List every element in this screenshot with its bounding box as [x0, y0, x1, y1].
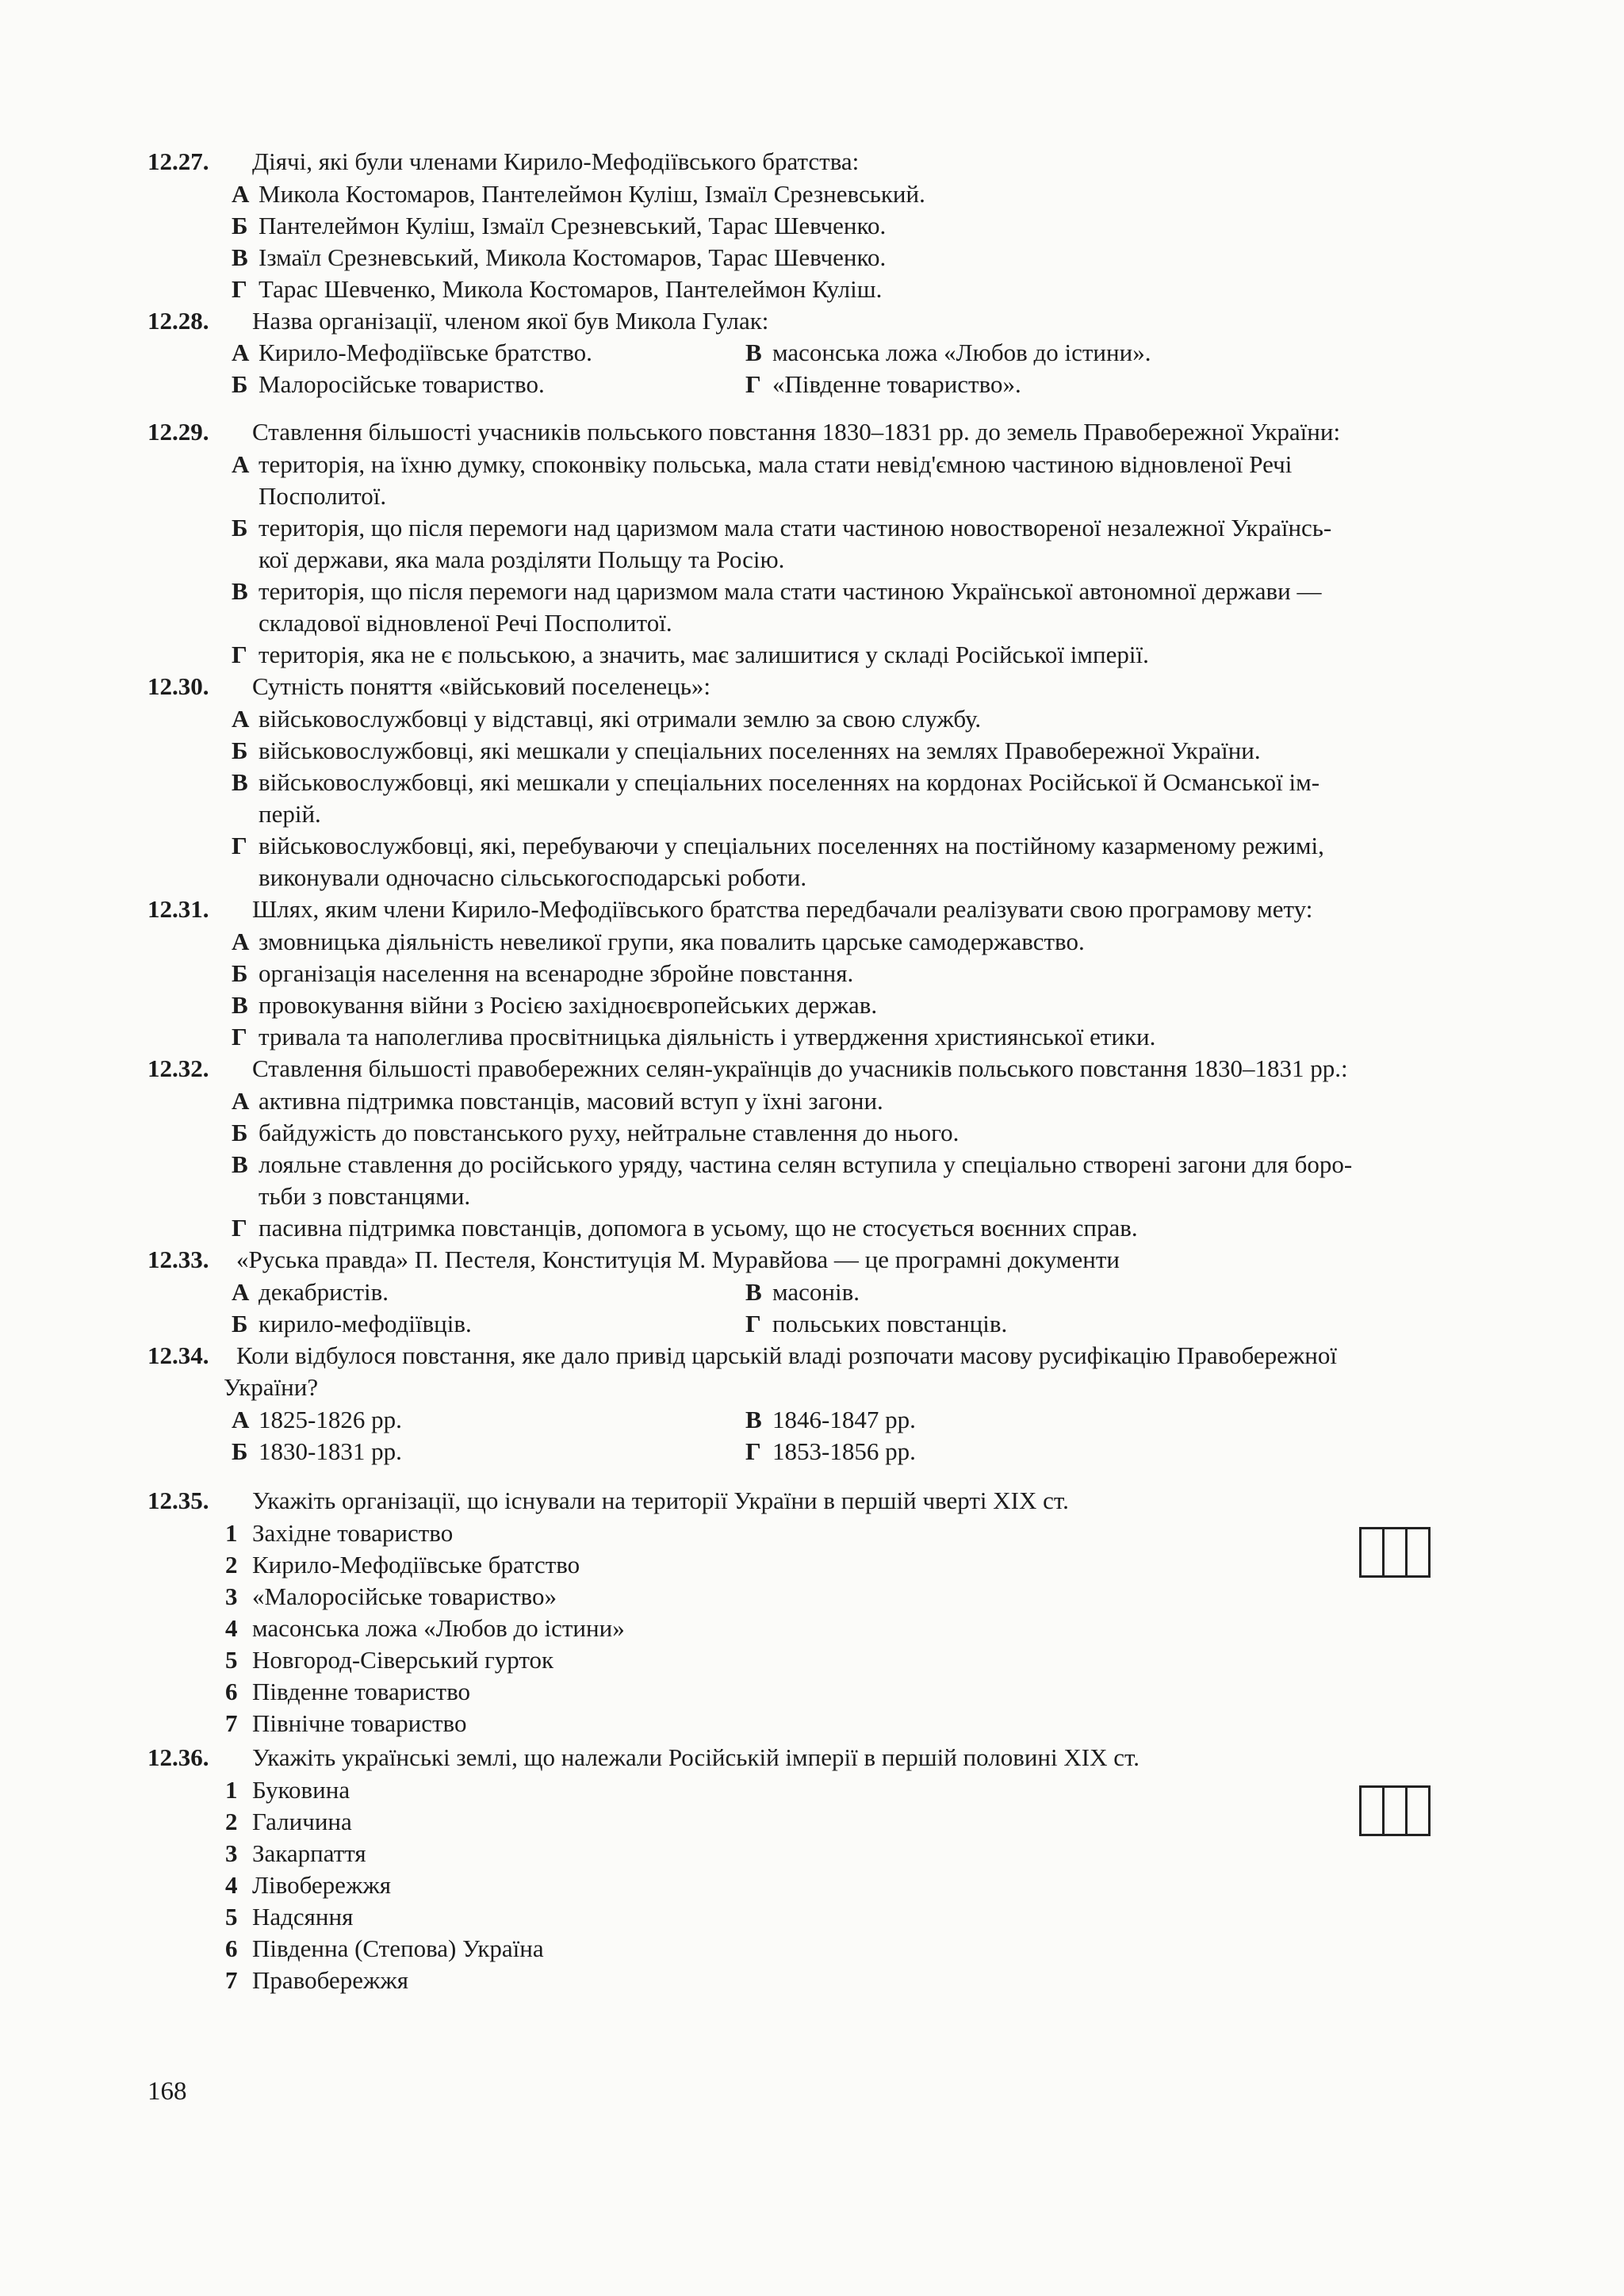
option-letter: Б	[232, 514, 248, 541]
option-letter: А	[232, 928, 250, 955]
list-item	[225, 1901, 353, 1933]
answer-option	[232, 242, 886, 274]
option-letter: Г	[232, 1023, 247, 1050]
option-letter: В	[745, 1406, 762, 1433]
item-text: масонська ложа «Любов до істини»	[252, 1614, 625, 1642]
option-letter: А	[232, 180, 250, 208]
item-number: 2	[225, 1808, 238, 1835]
question-number: 12.30.	[147, 672, 209, 700]
option-text: військовослужбовці, які, перебуваючи у спеціальних поселеннях на постійному казарменому режимі,	[259, 832, 1324, 859]
answer-option	[232, 639, 1149, 671]
answer-option	[232, 1149, 1352, 1181]
option-text-continuation: виконували одночасно сільськогосподарські роботи.	[259, 863, 807, 891]
option-text: 1825-1826 рр.	[259, 1406, 402, 1433]
option-text: провокування війни з Росією західноєвропейських держав.	[259, 991, 878, 1019]
question-text: Коли відбулося повстання, яке дало привід царській владі розпочати масову русифікацію Правобережної	[236, 1341, 1338, 1369]
answer-option	[232, 830, 1324, 862]
answer-option	[232, 1021, 1155, 1053]
item-number: 4	[225, 1614, 238, 1642]
option-letter: Б	[232, 737, 248, 764]
option-text: Малоросійське товариство.	[259, 370, 545, 398]
question-number: 12.35.	[147, 1487, 209, 1514]
item-number: 5	[225, 1903, 238, 1931]
list-item	[225, 1869, 391, 1901]
list-item	[225, 1549, 580, 1581]
option-letter: В	[745, 339, 762, 366]
answer-option	[232, 337, 592, 369]
question-number: 12.33.	[147, 1246, 209, 1273]
option-text: військовослужбовці, які мешкали у спеціальних поселеннях на землях Правобережної України.	[259, 737, 1261, 764]
item-number: 6	[225, 1934, 238, 1962]
option-letter: В	[232, 991, 248, 1019]
list-item	[225, 1676, 470, 1708]
answer-option	[232, 178, 925, 210]
option-text-continuation: кої держави, яка мала розділяти Польщу та Росію.	[259, 545, 785, 573]
option-text: військовослужбовці у відставці, які отримали землю за свою службу.	[259, 705, 982, 733]
item-number: 1	[225, 1519, 238, 1547]
answer-option	[232, 767, 1320, 798]
answer-option	[232, 274, 882, 305]
option-text: Микола Костомаров, Пантелеймон Куліш, Ізмаїл Срезневський.	[259, 180, 925, 208]
answer-option	[232, 958, 853, 989]
question-text: Назва організації, членом якої був Микола Гулак:	[252, 307, 769, 335]
option-letter: Б	[232, 1310, 248, 1337]
option-text: активна підтримка повстанців, масовий вступ у їхні загони.	[259, 1087, 883, 1115]
item-text: Кирило-Мефодіївське братство	[252, 1551, 580, 1578]
answer-option	[232, 576, 1321, 607]
question-text: Ставлення більшості правобережних селян-українців до учасників польського повстання 1830–1831 рр.:	[252, 1054, 1348, 1082]
answer-option	[232, 369, 545, 400]
option-text: 1846-1847 рр.	[772, 1406, 916, 1433]
answer-boxes[interactable]	[1359, 1527, 1428, 1578]
option-text: територія, що після перемоги над царизмом мала стати частиною новоствореної незалежної Українсь-	[259, 514, 1332, 541]
option-text: декабристів.	[259, 1278, 389, 1306]
question-text: Сутність поняття «військовий поселенець»:	[252, 672, 710, 700]
question-number: 12.29.	[147, 418, 209, 446]
item-number: 5	[225, 1646, 238, 1674]
option-text: 1830-1831 рр.	[259, 1437, 402, 1465]
option-text: організація населення на всенародне збройне повстання.	[259, 959, 854, 987]
item-number: 3	[225, 1839, 238, 1867]
item-text: Правобережжя	[252, 1966, 409, 1994]
answer-box[interactable]	[1382, 1785, 1408, 1836]
item-text: Південне товариство	[252, 1678, 471, 1705]
option-letter: Г	[232, 1214, 247, 1242]
option-letter: В	[232, 768, 248, 796]
option-text: Пантелеймон Куліш, Ізмаїл Срезневський, Тарас Шевченко.	[259, 212, 887, 239]
answer-option	[745, 1276, 860, 1308]
item-text: Лівобережжя	[252, 1871, 392, 1899]
item-text: Буковина	[252, 1776, 350, 1804]
item-text: Закарпаття	[252, 1839, 366, 1867]
option-text: масонська ложа «Любов до істини».	[772, 339, 1151, 366]
item-text: Південна (Степова) Україна	[252, 1934, 544, 1962]
question-number: 12.27.	[147, 147, 209, 175]
list-item	[225, 1838, 366, 1869]
answer-option	[232, 1212, 1138, 1244]
option-letter: А	[232, 339, 250, 366]
item-number: 7	[225, 1966, 238, 1994]
item-number: 2	[225, 1551, 238, 1578]
option-letter: А	[232, 1087, 250, 1115]
answer-boxes[interactable]	[1359, 1785, 1428, 1836]
answer-option	[232, 735, 1261, 767]
option-text: масонів.	[772, 1278, 860, 1306]
option-letter: Б	[232, 212, 248, 239]
answer-option	[232, 449, 1292, 480]
option-text-continuation: перій.	[259, 800, 321, 828]
list-item	[225, 1774, 350, 1806]
list-item	[225, 1517, 453, 1549]
answer-option	[745, 337, 1151, 369]
answer-box[interactable]	[1405, 1785, 1431, 1836]
option-text: територія, на їхню думку, споконвіку польська, мала стати невід'ємною частиною відновленої Речі	[259, 450, 1293, 478]
option-text: пасивна підтримка повстанців, допомога в усьому, що не стосується воєнних справ.	[259, 1214, 1138, 1242]
item-text: Галичина	[252, 1808, 352, 1835]
item-number: 1	[225, 1776, 238, 1804]
item-number: 7	[225, 1709, 238, 1737]
question-text: Діячі, які були членами Кирило-Мефодіївського братства:	[252, 147, 860, 175]
option-letter: Г	[745, 1310, 761, 1337]
item-text: Західне товариство	[252, 1519, 454, 1547]
option-text: тривала та наполеглива просвітницька діяльність і утвердження християнської етики.	[259, 1023, 1156, 1050]
option-letter: Г	[745, 1437, 761, 1465]
item-text: Новгород-Сіверський гурток	[252, 1646, 554, 1674]
answer-box[interactable]	[1405, 1527, 1431, 1578]
option-text: Тарас Шевченко, Микола Костомаров, Пантелеймон Куліш.	[259, 275, 883, 303]
list-item	[225, 1581, 557, 1613]
option-letter: В	[232, 577, 248, 605]
option-text: 1853-1856 рр.	[772, 1437, 916, 1465]
option-letter: Г	[232, 832, 247, 859]
answer-option	[745, 1436, 916, 1468]
answer-option	[232, 512, 1331, 544]
option-text: територія, що після перемоги над царизмом мала стати частиною Української автономної держави —	[259, 577, 1322, 605]
list-item	[225, 1806, 352, 1838]
option-text: байдужість до повстанського руху, нейтральне ставлення до нього.	[259, 1119, 959, 1146]
question-text: Укажіть українські землі, що належали Російській імперії в першій половині XIX ст.	[252, 1743, 1139, 1771]
option-text: територія, яка не є польською, а значить, має залишитися у складі Російської імперії.	[259, 641, 1149, 668]
option-letter: Г	[745, 370, 761, 398]
answer-option	[232, 1404, 402, 1436]
option-text: змовницька діяльність невеликої групи, яка повалить царське самодержавство.	[259, 928, 1085, 955]
answer-option	[232, 1085, 883, 1117]
question-number: 12.32.	[147, 1054, 209, 1082]
option-text: Кирило-Мефодіївське братство.	[259, 339, 592, 366]
answer-box[interactable]	[1359, 1527, 1385, 1578]
option-text-continuation: складової відновленої Речі Посполитої.	[259, 609, 672, 637]
option-text: польських повстанців.	[772, 1310, 1008, 1337]
list-item	[225, 1708, 466, 1739]
answer-box[interactable]	[1382, 1527, 1408, 1578]
question-number: 12.31.	[147, 895, 209, 923]
answer-option	[232, 1436, 402, 1468]
answer-option	[232, 989, 877, 1021]
item-text: «Малоросійське товариство»	[252, 1582, 557, 1610]
answer-option	[232, 1117, 959, 1149]
option-letter: Б	[232, 370, 248, 398]
answer-option	[232, 1276, 389, 1308]
option-letter: А	[232, 705, 250, 733]
option-letter: А	[232, 1278, 250, 1306]
question-number: 12.28.	[147, 307, 209, 335]
option-text-continuation: тьби з повстанцями.	[259, 1182, 471, 1210]
answer-option	[232, 926, 1085, 958]
answer-option	[232, 703, 981, 735]
item-number: 3	[225, 1582, 238, 1610]
answer-option	[745, 1308, 1007, 1340]
option-letter: А	[232, 1406, 250, 1433]
option-text-continuation: Посполитої.	[259, 482, 387, 510]
option-letter: Г	[232, 641, 247, 668]
question-text: Шлях, яким члени Кирило-Мефодіївського братства передбачали реалізувати свою програмову мету:	[252, 895, 1313, 923]
question-number: 12.36.	[147, 1743, 209, 1771]
option-letter: Б	[232, 1437, 248, 1465]
item-text: Північне товариство	[252, 1709, 467, 1737]
item-number: 6	[225, 1678, 238, 1705]
option-text: «Південне товариство».	[772, 370, 1021, 398]
option-letter: Б	[232, 1119, 248, 1146]
question-text: Укажіть організації, що існували на території України в першій чверті XIX ст.	[252, 1487, 1069, 1514]
item-text: Надсяння	[252, 1903, 354, 1931]
list-item	[225, 1933, 544, 1965]
question-text: Ставлення більшості учасників польського повстання 1830–1831 рр. до земель Правобережної України:	[252, 418, 1341, 446]
option-text: Ізмаїл Срезневський, Микола Костомаров, Тарас Шевченко.	[259, 243, 887, 271]
answer-box[interactable]	[1359, 1785, 1385, 1836]
option-letter: В	[745, 1278, 762, 1306]
option-letter: В	[232, 243, 248, 271]
page-number: 168	[147, 2077, 187, 2106]
question-number: 12.34.	[147, 1341, 209, 1369]
question-text: «Руська правда» П. Пестеля, Конституція М. Муравйова — це програмні документи	[236, 1246, 1120, 1273]
answer-option	[232, 1308, 472, 1340]
list-item	[225, 1965, 408, 1996]
question-text-continuation: України?	[224, 1373, 319, 1401]
option-letter: А	[232, 450, 250, 478]
option-letter: Г	[232, 275, 247, 303]
answer-option	[745, 369, 1021, 400]
list-item	[225, 1644, 553, 1676]
option-text: кирило-мефодіївців.	[259, 1310, 472, 1337]
option-text: військовослужбовці, які мешкали у спеціальних поселеннях на кордонах Російської й Османської ім-	[259, 768, 1320, 796]
option-letter: В	[232, 1150, 248, 1178]
answer-option	[232, 210, 886, 242]
answer-option	[745, 1404, 916, 1436]
item-number: 4	[225, 1871, 238, 1899]
option-text: лояльне ставлення до російського уряду, частина селян вступила у спеціально створені загони для боро-	[259, 1150, 1353, 1178]
list-item	[225, 1613, 625, 1644]
option-letter: Б	[232, 959, 248, 987]
